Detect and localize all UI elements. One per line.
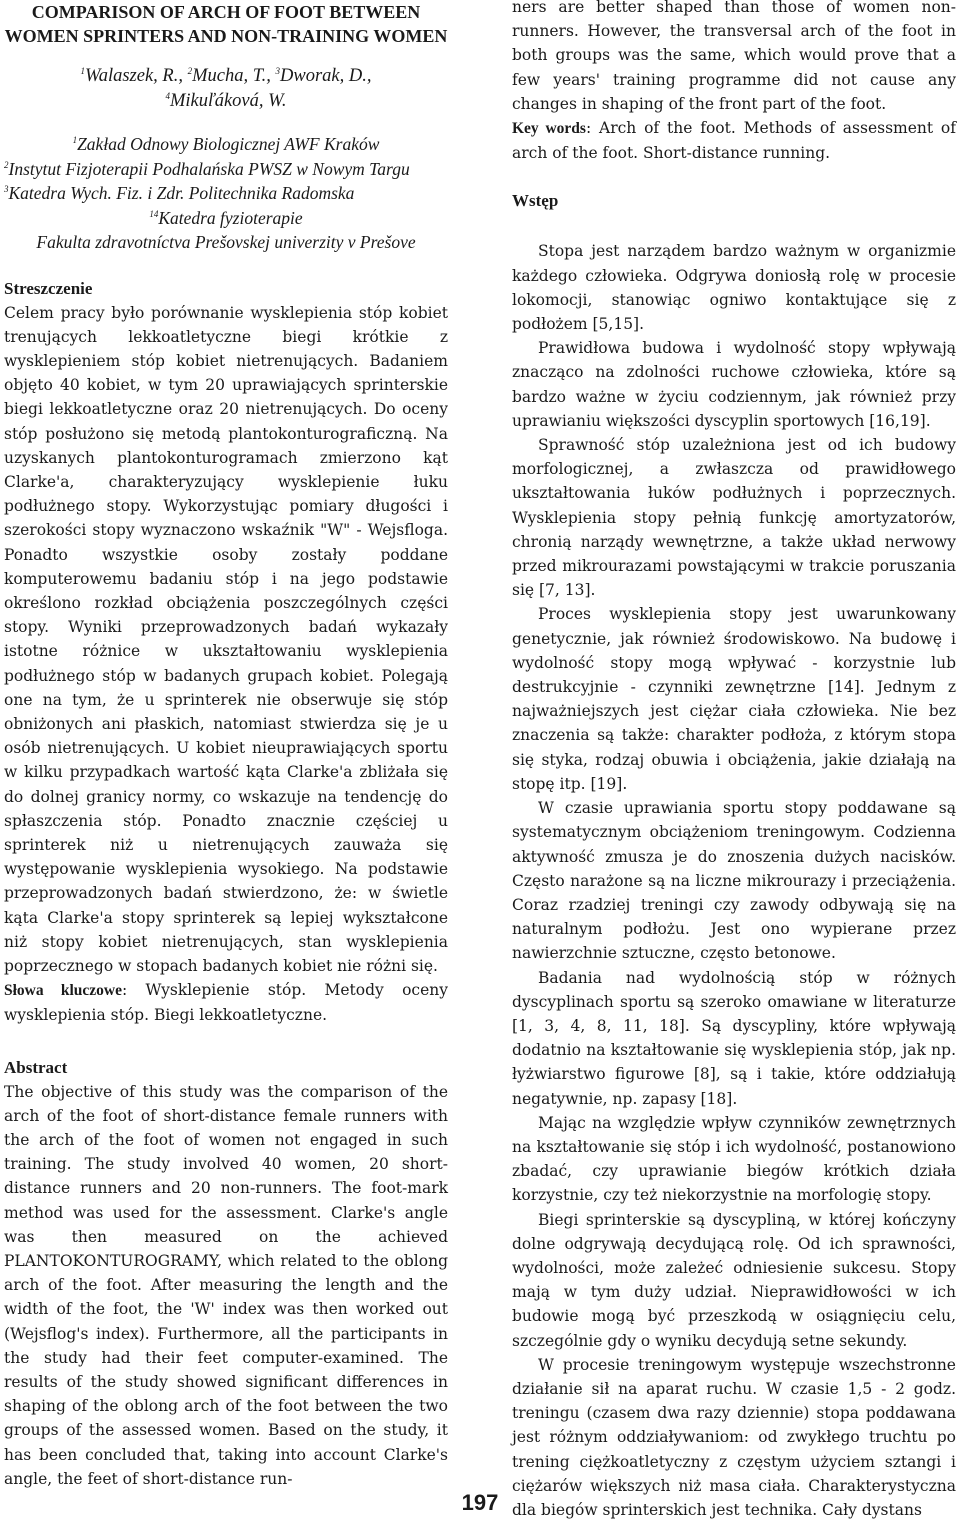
intro-paragraph-4: Proces wysklepienia stopy jest uwarunkowany genetycznie, jak również środowiskowo. Na budowę i wydolność stopy mogą wpływać - korzystnie lub destrukcyjnie - czynniki zewnętrzne [14]. Jednym z najważniejszych jest ciężar ciała człowieka. Nie bez znaczenia są także: charakter podłoża, z którym stopa się styka, rodzaj obuwia i obciążenia, jakie działają na stopę itp. [19].	[512, 605, 956, 793]
affiliation-5: Fakulta zdravotníctva Prešovskej univerzity v Prešove	[36, 232, 416, 252]
left-column	[4, 0, 448, 1491]
author-list	[4, 64, 448, 114]
author-3-marker: 3	[275, 65, 281, 76]
author-4-marker: 4	[165, 90, 170, 101]
page-number: 197	[461, 1490, 499, 1515]
key-words-label: Key words	[512, 120, 586, 138]
affiliation-2-text: Instytut Fizjoterapii Podhalańska PWSZ w Nowym Targu	[8, 158, 410, 179]
affiliation-2	[4, 157, 448, 182]
affiliations	[4, 132, 448, 255]
author-2: Mucha, T.,	[192, 66, 276, 86]
author-4: Mikuľáková, W.	[169, 91, 287, 111]
author-3: Dworak, D.,	[280, 66, 372, 86]
author-1-marker: 1	[80, 65, 85, 76]
right-column	[512, 0, 956, 1522]
intro-paragraph-9: W procesie treningowym występuje wszechstronne działanie sił na aparat ruchu. W czasie 1,5 - 2 godz. treningu (czasem dwa razy dziennie) stopa poddawana jest różnym oddziaływaniom: od zwykłego truchtu po trening ciężkoatletyczny z częstym użyciem sztangi i ciężarów większych niż masa ciała. Charakterystyczna dla biegów sprinterskich jest technika. Cały dystans	[512, 1355, 956, 1519]
article-title: COMPARISON OF ARCH OF FOOT BETWEEN WOMEN SPRINTERS AND NON-TRAINING WOMEN	[4, 2, 448, 46]
intro-paragraph-2: Prawidłowa budowa i wydolność stopy wpływają znacząco na zdolności ruchowe człowieka, które są bardzo ważne w życiu codziennym, jak również przy uprawianiu większości dyscyplin sportowych [16,19].	[512, 339, 956, 430]
intro-paragraph-7: Mając na względzie wpływ czynników zewnętrznych na kształtowanie się stóp i ich wydolność, postanowiono zbadać, czy uprawianie biegów krótkich działa korzystnie, czy też niekorzystnie na morfologię stopy.	[512, 1113, 956, 1205]
affiliation-3-text: Katedra Wych. Fiz. i Zdr. Politechnika Radomska	[8, 183, 355, 203]
intro-paragraph-5: W czasie uprawiania sportu stopy poddawane są systematycznym obciążeniom treningowym. Codzienna aktywność zmusza je do znoszenia dużych nacisków. Często narażone są na liczne mikrourazy i przeciążenia. Coraz rzadziej treningi czy zawody odbywają się na naturalnym podłożu. Jest ono wypierane przez nawierzchnie sztuczne, często betonowe.	[512, 799, 956, 963]
affiliation-4-marker: 14	[149, 208, 159, 219]
slowa-kluczowe-text: : Wysklepienie stóp. Metody oceny wysklepienia stóp. Biegi lekkoatletyczne.	[4, 981, 448, 1025]
intro-paragraph-1: Stopa jest narządem bardzo ważnym w organizmie każdego człowieka. Odgrywa doniosłą rolę w procesie lokomocji, stanowiąc ogniwo kontaktujące się z podłożem [5,15].	[512, 242, 956, 334]
author-2-marker: 2	[187, 65, 193, 76]
affiliation-1-text: Zakład Odnowy Biologicznej AWF Kraków	[77, 134, 380, 154]
abstract-continuation: ners are better shaped than those of women non-runners. However, the transversal arch of the foot in both groups was the same, which would prove that a few years' training programme did not cause any changes in shaping of the front part of the foot.	[512, 0, 956, 113]
intro-paragraph-8: Biegi sprinterskie są dyscypliną, w której kończyny dolne odgrywają decydującą rolę. Od ich sprawności, wydolności, może zależeć odniesienie sukcesu. Stopy mają w tym duży udział. Nieprawidłowości w ich budowie mogą być przeszkodą w osiągnięciu celu, szczególnie gdy o wyniku decydują setne sekundy.	[512, 1210, 956, 1350]
author-1: Walaszek, R.,	[84, 66, 188, 86]
slowa-kluczowe-label: Słowa kluczowe	[4, 982, 122, 1000]
affiliation-2-marker: 2	[4, 159, 9, 170]
affiliation-3	[4, 181, 448, 206]
streszczenie-heading: Streszczenie	[4, 278, 93, 298]
streszczenie-text: Celem pracy było porównanie wysklepienia stóp kobiet trenujących lekkoatletyczne biegi krótkie z wysklepieniem stóp kobiet nietrenujących. Badaniem objęto 40 kobiet, w tym 20 uprawiających sprinterskie biegi lekkoatletyczne oraz 20 nietrenujących. Do oceny stóp posłużono się metodą plantokonturograficzną. Na uzyskanych plantokonturogramach zmierzono kąt Clarke'a, charakteryzujący wysklepienie łuku podłużnego stopy. Wykorzystując pomiary długości i szerokości stopy wyznaczono wskaźnik "W" - Wejsfloga. Ponadto wszystkie osoby zostały poddane komputerowemu badaniu stóp i na jego podstawie określono rozkład obciążenia poszczególnych części stopy. Wyniki przeprowadzonych badań wykazały istotne różnice w ukształtowaniu wysklepienia podłużnego stóp w badanych grupach kobiet. Polegają one na tym, że u sprinterek nie obserwuje się stóp obniżonych ani płaskich, natomiast stwierdza się je u osób nietrenujących. U kobiet nieuprawiających sportu w kilku przypadkach wartość kąta Clarke'a zbliżała się do dolnej granicy normy, co wskazuje na tendencję do spłaszczenia stóp. Ponadto znacznie częściej u sprinterek niż u nietrenujących zauważa się występowanie wysklepienia wysokiego. Na podstawie przeprowadzonych badań stwierdzono, że: w świetle kąta Clarke'a stopy sprinterek są lepiej wykształcone niż stopy kobiet nietrenujących, stan wysklepienia poprzecznego w stopach badanych kobiet nie różni się.	[4, 303, 448, 975]
affiliation-3-marker: 3	[4, 184, 9, 195]
abstract-text: The objective of this study was the comparison of the arch of the foot of short-distance female runners with the arch of the foot of women not engaged in such training. The study involved 40 women, 20 short-distance runners and 20 non-runners. The foot-mark method was used for the assessment. Clarke's angle was then measured on the achieved PLANTOKONTUROGRAMY, which related to the oblong arch of the foot. After measuring the length and the width of the foot, the 'W' index was then worked out (Wejsflog's index). Furthermore, all the participants in the study had their feet computer-examined. The results of the study showed significant differences in shaping of the oblong arch of the foot between the two groups of the assessed women. Based on the study, it has been concluded that, taking into account Clarke's angle, the feet of short-distance run-	[4, 1082, 448, 1488]
abstract-heading: Abstract	[4, 1057, 68, 1077]
affiliation-4-text: Katedra fyzioterapie	[158, 207, 303, 228]
affiliation-1	[4, 132, 448, 157]
key-words-text: : Arch of the foot. Methods of assessment of arch of the foot. Short-distance running.	[512, 119, 957, 163]
affiliation-1-marker: 1	[72, 135, 78, 146]
wstep-heading: Wstęp	[512, 191, 559, 211]
slowa-kluczowe	[4, 978, 448, 1027]
intro-paragraph-3: Sprawność stóp uzależniona jest od ich budowy morfologicznej, a zwłaszcza od prawidłowego ukształtowania łuków podłużnych i poprzecznych. Wysklepienia stopy pełnią funkcję amortyzatorów, chronią narządy wewnętrzne, a także układ nerwowy przed mikrourazami powstającymi w trakcie poruszania się [7, 13].	[512, 436, 956, 600]
key-words	[512, 116, 956, 165]
intro-paragraph-6: Badania nad wydolnością stóp w różnych dyscyplinach sportu są szeroko omawiane w literaturze [1, 3, 4, 8, 11, 18]. Są dyscypliny, które wpływają dodatnio na kształtowanie się wysklepienia stóp, jak np. łyżwiarstwo figurowe [8], są i takie, które oddziałują negatywnie, np. zapasy [18].	[512, 968, 956, 1108]
affiliation-4	[4, 206, 448, 231]
